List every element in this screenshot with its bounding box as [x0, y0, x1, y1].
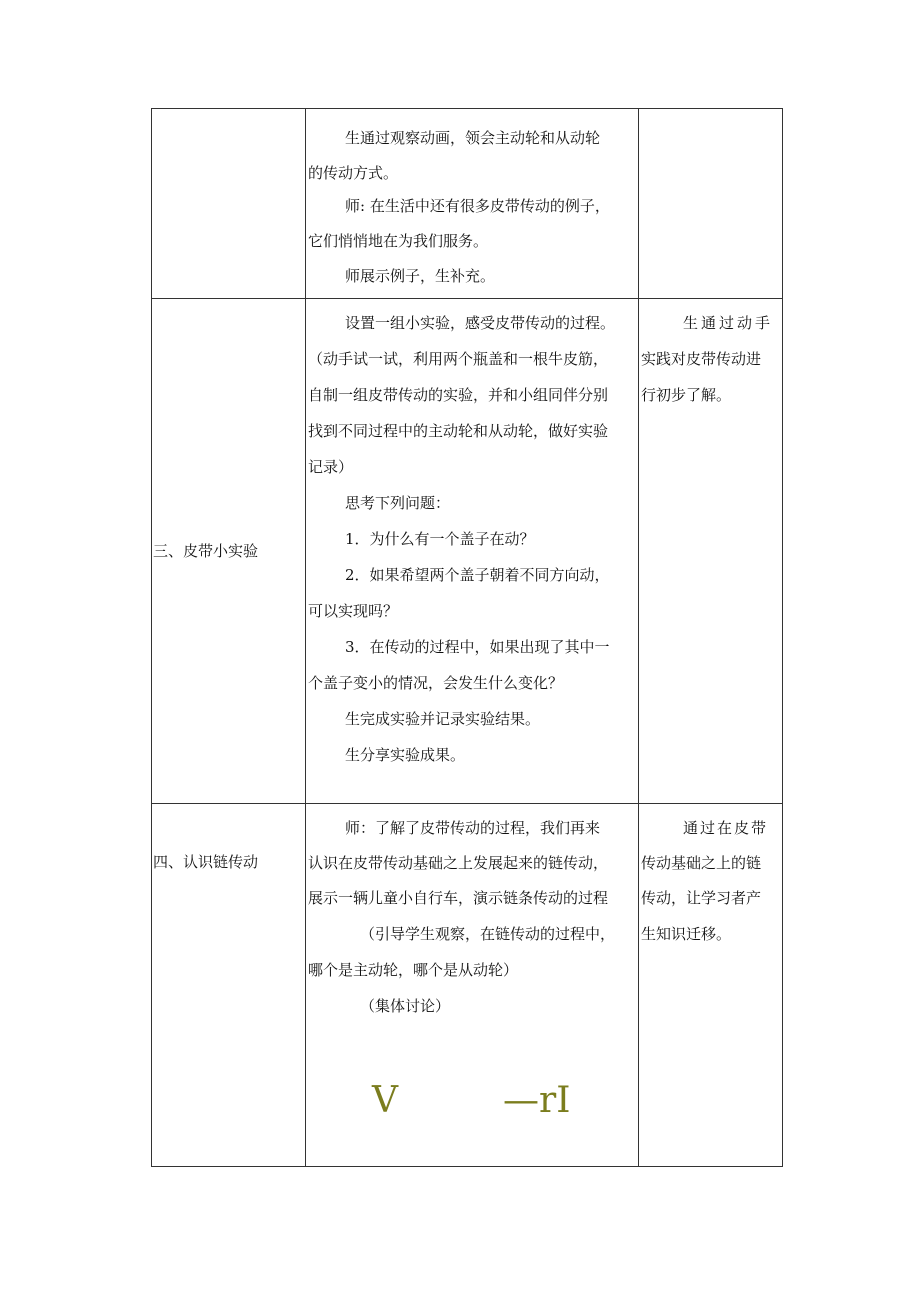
- row3-line: 展示一辆儿童小自行车，演示链条传动的过程: [308, 889, 609, 907]
- row2-line: 思考下列问题：: [345, 494, 451, 512]
- figure-fragment-right: —rI: [503, 1080, 571, 1121]
- row3-line: （集体讨论）: [360, 997, 451, 1015]
- table-row-divider: [151, 803, 783, 804]
- row1-line: 师展示例子，生补充。: [345, 267, 496, 285]
- row2-line: 记录）: [308, 458, 354, 476]
- stage-label: 三、皮带小实验: [153, 542, 259, 560]
- row2-line: 自制一组皮带传动的实验，并和小组同伴分别: [308, 386, 609, 404]
- row2-line: 生完成实验并记录实验结果。: [345, 710, 541, 728]
- row3-intent-line: 传动，让学习者产: [641, 889, 762, 907]
- row2-line: 2．如果希望两个盖子朝着不同方向动，: [345, 566, 610, 584]
- row2-line: 设置一组小实验，感受皮带传动的过程。: [345, 314, 616, 332]
- table-border-left: [151, 108, 152, 1167]
- stage-label: 四、认识链传动: [153, 853, 259, 871]
- figure-fragment-left: V: [372, 1080, 398, 1121]
- row2-line: 3．在传动的过程中，如果出现了其中一: [345, 638, 610, 656]
- row1-line: 师: 在生活中还有很多皮带传动的例子，: [345, 197, 610, 215]
- row3-line: 哪个是主动轮，哪个是从动轮）: [308, 961, 519, 979]
- row2-intent-line: 实践对皮带传动进: [641, 350, 762, 368]
- row3-line: 认识在皮带传动基础之上发展起来的链传动，: [308, 854, 609, 872]
- row2-line: （动手试一试，利用两个瓶盖和一根牛皮筋，: [308, 350, 609, 368]
- row2-line: 个盖子变小的情况，会发生什么变化？: [308, 674, 564, 692]
- table-column-divider: [638, 108, 639, 1167]
- row1-line: 它们悄悄地在为我们服务。: [308, 232, 489, 250]
- row2-line: 1．为什么有一个盖子在动？: [345, 530, 535, 548]
- table-border-right: [782, 108, 783, 1167]
- row3-intent-line: 通过在皮带: [683, 819, 769, 837]
- table-border-bottom: [151, 1166, 783, 1167]
- table-border-top: [151, 108, 783, 109]
- row3-intent-line: 生知识迁移。: [641, 925, 732, 943]
- row2-line: 可以实现吗？: [308, 602, 399, 620]
- row2-intent-line: 行初步了解。: [641, 386, 732, 404]
- row1-line: 的传动方式。: [308, 164, 399, 182]
- row3-intent-line: 传动基础之上的链: [641, 854, 762, 872]
- row2-intent-line: 生通过动手: [683, 314, 774, 332]
- row3-line: 师：了解了皮带传动的过程，我们再来: [345, 819, 601, 837]
- row2-line: 生分享实验成果。: [345, 746, 466, 764]
- row3-line: （引导学生观察，在链传动的过程中，: [360, 925, 616, 943]
- table-row-divider: [151, 298, 783, 299]
- row2-line: 找到不同过程中的主动轮和从动轮，做好实验: [308, 422, 609, 440]
- row1-line: 生通过观察动画，领会主动轮和从动轮: [345, 129, 601, 147]
- table-column-divider: [305, 108, 306, 1167]
